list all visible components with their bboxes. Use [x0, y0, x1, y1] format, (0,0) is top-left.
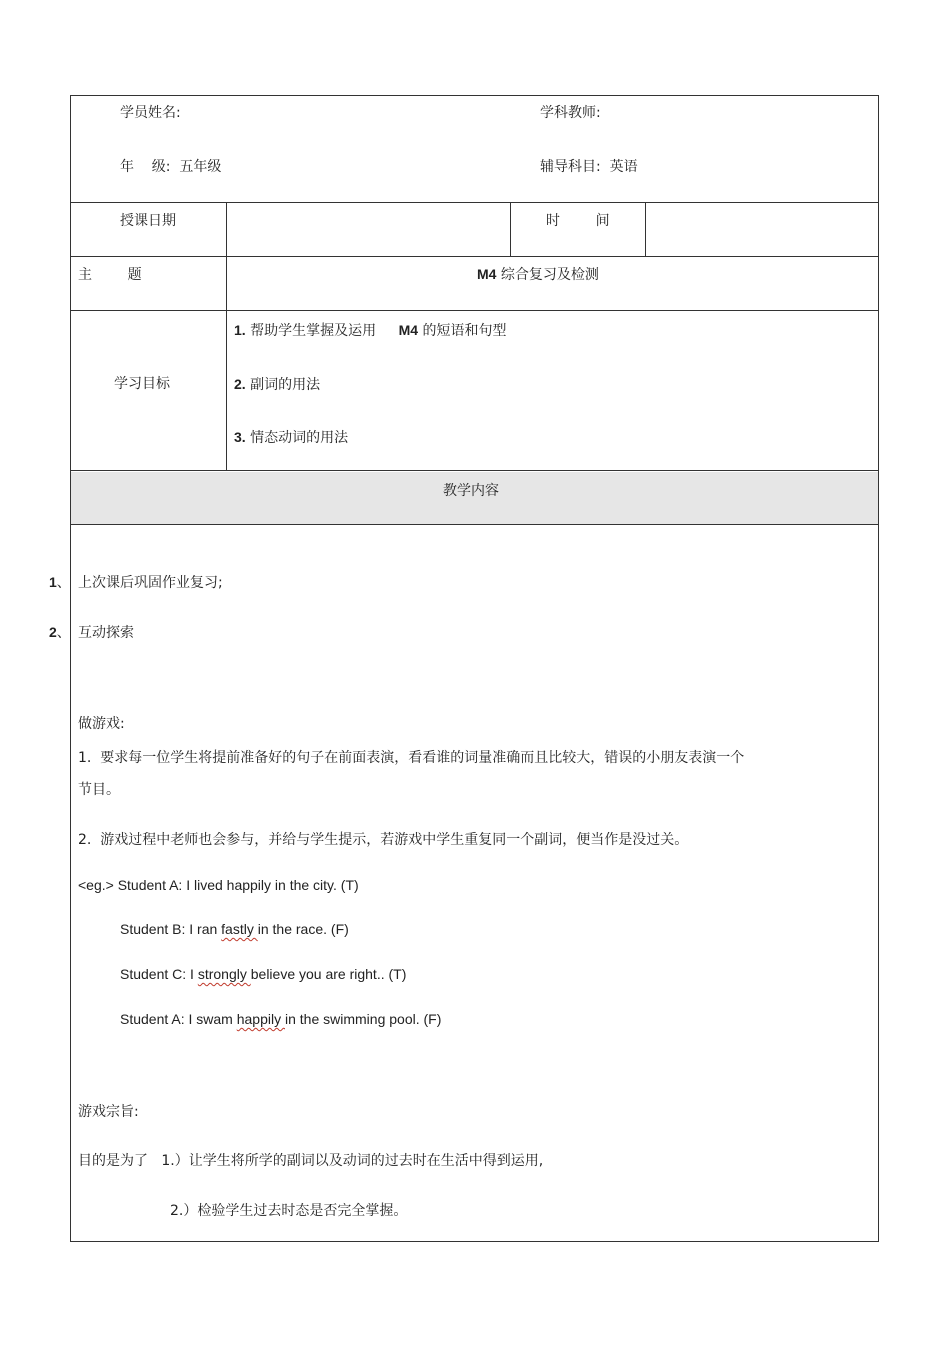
purpose-line-1: 目的是为了 1.）让学生将所学的副词以及动词的过去时在生活中得到运用,	[78, 1153, 544, 1169]
outline-number: 1	[49, 574, 57, 590]
example-text: Student B: I ran	[120, 921, 222, 937]
outline-item	[49, 572, 71, 592]
lesson-table	[70, 95, 879, 1242]
example-text: <eg.> Student A: I lived happily in the city. (T)	[78, 877, 359, 893]
topic-title	[477, 264, 599, 284]
row-divider	[70, 256, 879, 257]
goal-text: 帮助学生掌握及运用	[250, 323, 377, 339]
goal-number: 2.	[234, 376, 246, 392]
student-name-label: 学员姓名:	[120, 105, 181, 121]
topic-title-bold: M4	[477, 266, 497, 282]
example-text: in the swimming pool. (F)	[285, 1011, 442, 1027]
example-text: Student C: I	[120, 966, 198, 982]
outline-sep: 、	[56, 575, 71, 591]
example-marked-word: fastly	[221, 921, 258, 937]
outline-text: 互动探索	[78, 625, 134, 641]
outline-text: 上次课后巩固作业复习;	[78, 575, 223, 591]
section-header: 教学内容	[443, 483, 499, 499]
row-divider	[70, 470, 879, 471]
outline-sep: 、	[56, 625, 71, 641]
example-marked-word: happily	[236, 1011, 285, 1027]
outline-item	[49, 622, 71, 642]
topic-title-text: 综合复习及检测	[500, 267, 599, 283]
col-divider	[510, 202, 511, 256]
goal-bold: M4	[398, 322, 419, 338]
goal-number: 3.	[234, 429, 246, 445]
date-label: 授课日期	[120, 213, 176, 229]
goal-tail: 的短语和句型	[422, 323, 507, 339]
topic-label: 主 题	[78, 267, 142, 283]
outline-number: 2	[49, 624, 57, 640]
goal-number: 1.	[234, 322, 246, 338]
example-marked-word: strongly	[197, 966, 251, 982]
goal-text: 情态动词的用法	[250, 430, 349, 446]
col-divider	[226, 202, 227, 471]
game-title: 做游戏:	[78, 716, 125, 732]
purpose-line-2: 2.）检验学生过去时态是否完全掌握。	[170, 1203, 408, 1219]
goal-item	[234, 427, 348, 447]
example-line	[120, 1011, 441, 1027]
subject-label: 辅导科目: 英语	[540, 159, 638, 175]
col-divider	[645, 202, 646, 256]
grade-label: 年 级: 五年级	[120, 159, 222, 175]
row-divider	[70, 524, 879, 525]
example-line	[120, 966, 406, 982]
purpose-title: 游戏宗旨:	[78, 1104, 139, 1120]
row-divider	[70, 310, 879, 311]
game-rule-2: 2. 游戏过程中老师也会参与，并给与学生提示，若游戏中学生重复同一个副词，便当作是没过关。	[78, 832, 689, 848]
example-text: in the race. (F)	[257, 921, 349, 937]
time-label: 时 间	[546, 213, 610, 229]
game-rule-1-cont: 节目。	[78, 782, 120, 798]
example-text: Student A: I swam	[120, 1011, 237, 1027]
goals-label: 学习目标	[114, 376, 170, 392]
example-text: believe you are right.. (T)	[250, 966, 407, 982]
goal-item	[234, 320, 507, 340]
example-line	[120, 921, 349, 937]
teacher-label: 学科教师:	[540, 105, 601, 121]
goal-item	[234, 374, 320, 394]
example-line	[78, 877, 359, 893]
row-divider	[70, 202, 879, 203]
game-rule-1: 1. 要求每一位学生将提前准备好的句子在前面表演，看看谁的词量准确而且比较大，错误的小朋友表演一个	[78, 750, 745, 766]
goal-text: 副词的用法	[250, 377, 321, 393]
